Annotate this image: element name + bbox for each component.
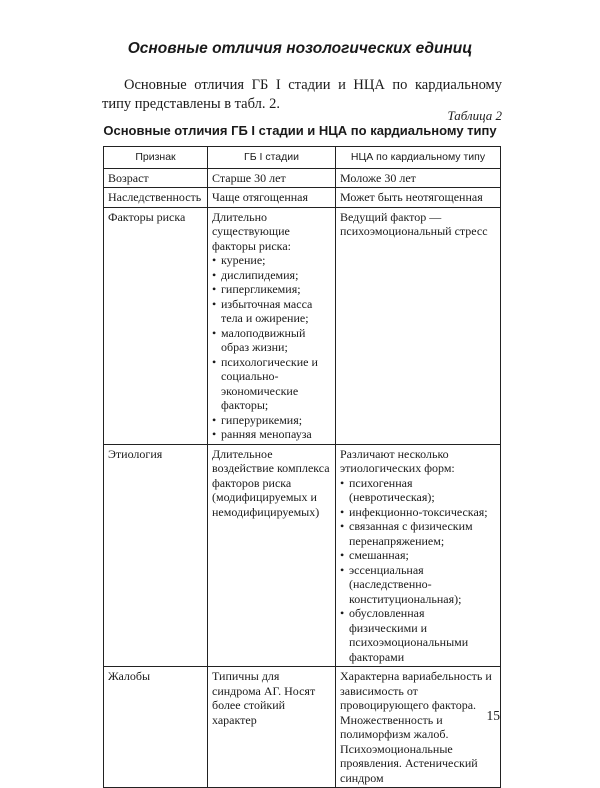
cell-text: Старше 30 лет [212, 170, 286, 185]
bullet-item: • психогенная (невротическая); [340, 476, 496, 505]
comparison-table [103, 146, 501, 788]
sign-cell: Этиология [104, 444, 208, 667]
nca-cell [336, 444, 501, 667]
sign-cell: Жалобы [104, 667, 208, 788]
nca-cell [336, 207, 501, 444]
bullet-item: • обусловленная физическими и психоэмоциональными факторами [340, 606, 496, 664]
bullet-list [340, 476, 496, 665]
gb-cell [208, 188, 336, 208]
gb-cell [208, 168, 336, 188]
column-header: ГБ I стадии [208, 147, 336, 169]
gb-cell [208, 667, 336, 788]
cell-text: Может быть неотягощенная [340, 190, 483, 204]
sign-cell: Факторы риска [104, 207, 208, 444]
cell-text: Характерна вариабельность и зависимость от провоцирующего фактора. Множественность и полиморфизм жалоб. Психоэмоциональные проявления. Астенический синдром [340, 669, 492, 785]
table-row [104, 188, 501, 208]
nca-cell [336, 188, 501, 208]
cell-text: Моложе 30 лет [340, 170, 416, 185]
table-header-row [104, 147, 501, 169]
cell-text: Ведущий фактор — психоэмоциональный стресс [340, 209, 488, 238]
sign-cell: Наследственность [104, 188, 208, 208]
bullet-item: • смешанная; [340, 548, 496, 563]
bullet-item: • курение; [212, 253, 331, 268]
cell-text: Чаще отягощенная [212, 190, 309, 204]
nca-cell [336, 168, 501, 188]
bullet-item: • гипергликемия; [212, 282, 331, 297]
bullet-item: • избыточная масса тела и ожирение; [212, 297, 331, 326]
nca-cell [336, 667, 501, 788]
table-row [104, 667, 501, 788]
page-number: 15 [486, 708, 500, 723]
bullet-list [212, 253, 331, 442]
bullet-item: • психологические и социально-экономические факторы; [212, 355, 331, 413]
column-header: НЦА по кардиальному типу [336, 147, 501, 169]
section-heading: Основные отличия нозологических единиц [127, 40, 473, 57]
cell-text: Типичны для синдрома АГ. Носят более стойкий характер [212, 669, 316, 727]
column-header: Признак [104, 147, 208, 169]
bullet-item: • ранняя менопауза [212, 427, 331, 442]
bullet-item: • дислипидемия; [212, 268, 331, 283]
bullet-item: • инфекционно-токсическая; [340, 505, 496, 520]
cell-text: Различают несколько этиологических форм: [340, 446, 455, 475]
table-caption: Таблица 2 [447, 108, 502, 123]
gb-cell [208, 444, 336, 667]
bullet-item: • малоподвижный образ жизни; [212, 326, 331, 355]
bullet-item: • эссенциальная (наследственно-конституциональная); [340, 563, 496, 607]
sign-cell: Возраст [104, 168, 208, 188]
bullet-item: • гиперурикемия; [212, 413, 331, 428]
table-row [104, 207, 501, 444]
gb-cell [208, 207, 336, 444]
cell-text: Длительное воздействие комплекса факторов риска (модифицируемых и немодифицируемых) [212, 446, 330, 519]
intro-paragraph: Основные отличия ГБ I стадии и НЦА по кардиальному типу представлены в табл. 2. [102, 77, 502, 112]
bullet-item: • связанная с физическим перенапряжением; [340, 519, 496, 548]
table-row [104, 168, 501, 188]
cell-text: Длительно существующие факторы риска: [212, 209, 291, 253]
table-row [104, 444, 501, 667]
table-title: Основные отличия ГБ I стадии и НЦА по кардиальному типу [103, 123, 497, 138]
